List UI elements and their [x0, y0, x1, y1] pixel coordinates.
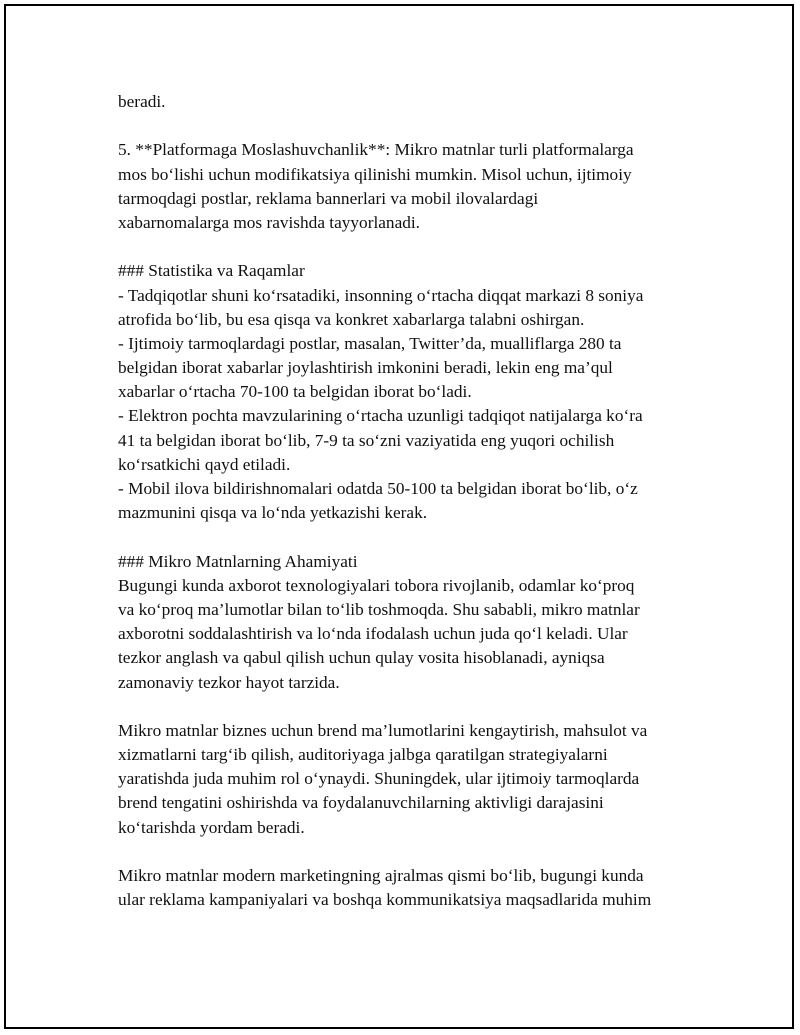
text-line: xizmatlarni targ‘ib qilish, auditoriyaga jalbga qaratilgan strategiyalarni — [118, 745, 608, 765]
text-line: belgidan iborat xabarlar joylashtirish imkonini beradi, lekin eng ma’qul — [118, 358, 613, 378]
text-line: mos bo‘lishi uchun modifikatsiya qilinishi mumkin. Misol uchun, ijtimoiy — [118, 164, 632, 184]
document-body — [118, 90, 698, 912]
text-line: - Elektron pochta mavzularining o‘rtacha uzunligi tadqiqot natijalarga ko‘ra — [118, 406, 643, 426]
paragraph — [118, 864, 698, 912]
text-line: tezkor anglash va qabul qilish uchun qulay vosita hisoblanadi, ayniqsa — [118, 648, 605, 668]
text-line: 5. **Platformaga Moslashuvchanlik**: Mikro matnlar turli platformalarga — [118, 140, 634, 160]
text-line: xabarnomalarga mos ravishda tayyorlanadi. — [118, 212, 420, 232]
text-line: atrofida bo‘lib, bu esa qisqa va konkret xabarlarga talabni oshirgan. — [118, 309, 585, 329]
section-heading: ### Statistika va Raqamlar — [118, 261, 305, 281]
text-line: beradi. — [118, 92, 166, 111]
text-line: va ko‘proq ma’lumotlar bilan to‘lib toshmoqda. Shu sababli, mikro matnlar — [118, 599, 640, 619]
text-line: axborotni soddalashtirish va lo‘nda ifodalash uchun juda qo‘l keladi. Ular — [118, 624, 628, 644]
text-line: brend tengatini oshirishda va foydalanuvchilarning aktivligi darajasini — [118, 793, 604, 813]
text-line: ko‘rsatkichi qayd etiladi. — [118, 454, 291, 474]
paragraph-gap — [118, 235, 698, 259]
paragraph-gap — [118, 695, 698, 719]
text-line: - Tadqiqotlar shuni ko‘rsatadiki, insonning o‘rtacha diqqat markazi 8 soniya — [118, 285, 644, 305]
text-line: Mikro matnlar biznes uchun brend ma’lumotlarini kengaytirish, mahsulot va — [118, 720, 648, 740]
paragraph-gap — [118, 525, 698, 549]
text-line: yaratishda juda muhim rol o‘ynaydi. Shuningdek, ular ijtimoiy tarmoqlarda — [118, 769, 640, 789]
section-heading: ### Mikro Matnlarning Ahamiyati — [118, 551, 358, 571]
text-line: xabarlar o‘rtacha 70-100 ta belgidan iborat bo‘ladi. — [118, 382, 472, 402]
text-line: - Mobil ilova bildirishnomalari odatda 50-100 ta belgidan iborat bo‘lib, o‘z — [118, 479, 638, 498]
paragraph-gap — [118, 840, 698, 864]
text-line: mazmunini qisqa va lo‘nda yetkazishi kerak. — [118, 503, 428, 523]
text-line: Mikro matnlar modern marketingning ajralmas qismi bo‘lib, bugungi kunda — [118, 866, 644, 885]
text-line: - Ijtimoiy tarmoqlardagi postlar, masalan, Twitter’da, mualliflarga 280 ta — [118, 333, 622, 353]
statistics-section — [118, 259, 698, 525]
paragraph — [118, 719, 698, 840]
text-line: tarmoqdagi postlar, reklama bannerlari va mobil ilovalardagi — [118, 188, 539, 208]
paragraph — [118, 138, 698, 235]
text-line: Bugungi kunda axborot texnologiyalari tobora rivojlanib, odamlar ko‘proq — [118, 575, 635, 595]
text-line: zamonaviy tezkor hayot tarzida. — [118, 672, 340, 692]
text-line: ular reklama kampaniyalari va boshqa kommunikatsiya maqsadlarida muhim — [118, 890, 652, 910]
importance-section — [118, 550, 698, 695]
text-line: 41 ta belgidan iborat bo‘lib, 7-9 ta so‘zni vaziyatida eng yuqori ochilish — [118, 430, 615, 450]
paragraph-gap — [118, 114, 698, 138]
paragraph — [118, 90, 698, 114]
text-line: ko‘tarishda yordam beradi. — [118, 817, 305, 837]
